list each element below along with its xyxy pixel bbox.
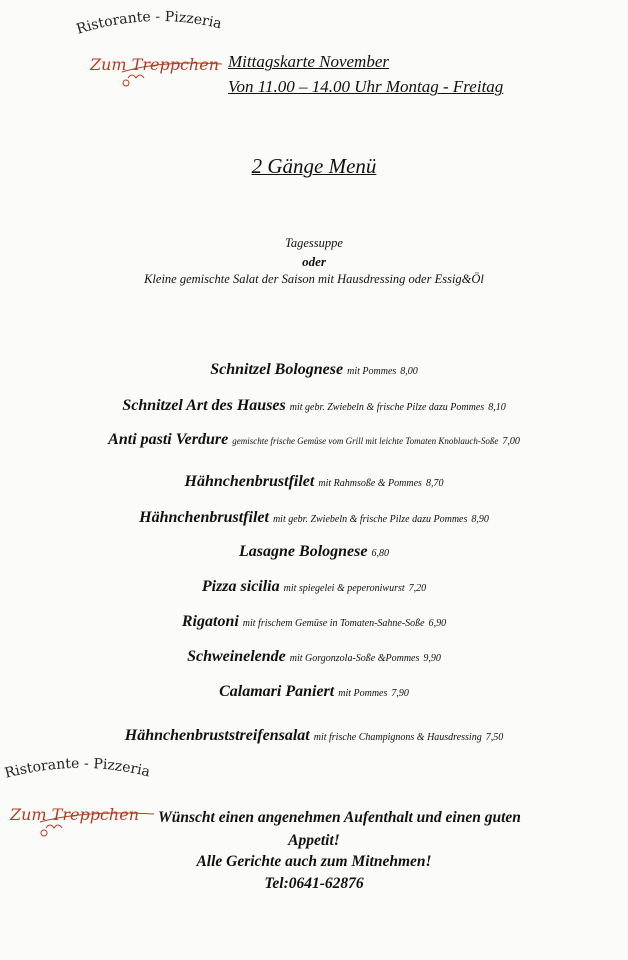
dish-name: Hähnchenbrustfilet (139, 509, 269, 526)
dish-item (0, 397, 628, 415)
dish-item (0, 473, 628, 491)
dish-price: 8,00 (400, 366, 418, 377)
dish-price: 7,20 (408, 583, 427, 594)
dish-name: Hähnchenbrustfilet (184, 473, 315, 490)
dish-price: 6,80 (371, 548, 389, 559)
svg-text:Zum Treppchen: Zum Treppchen (90, 55, 219, 74)
dish-name: Anti pasti Verdure (108, 431, 229, 448)
dish-item (0, 578, 628, 596)
dish-name: Schnitzel Bolognese (210, 361, 344, 378)
svg-text:Ristorante - Pizzeria: Ristorante - Pizzeria (3, 755, 152, 782)
dish-description: mit frische Champignons & Hausdressing (313, 732, 482, 743)
dish-item (0, 613, 628, 631)
dish-name: Hähnchenbruststreifensalat (124, 727, 310, 744)
dish-name: Schweinelende (187, 648, 286, 665)
dish-description: mit spiegelei & peperoniwurst (283, 583, 405, 594)
footer-restaurant-type (2, 752, 172, 797)
dish-price: 7,90 (391, 688, 409, 699)
footer-takeaway: Alle Gerichte auch zum Mitnehmen! (196, 853, 432, 870)
dish-price: 8,90 (471, 514, 489, 525)
dish-description: mit Rahmsoße & Pommes (318, 478, 422, 489)
dish-item (0, 361, 628, 379)
starter-option-1: Tagessuppe (285, 236, 343, 250)
dish-price: 9,90 (423, 653, 441, 664)
dish-item (0, 509, 628, 527)
footer-phone: Tel:0641-62876 (264, 875, 364, 892)
dish-name: Pizza sicilia (201, 578, 280, 595)
dish-description: mit Pommes (338, 688, 388, 699)
menu-heading: 2 Gänge Menü (251, 154, 377, 178)
dish-item (0, 543, 628, 561)
svg-text:Zum Treppchen: Zum Treppchen (10, 805, 139, 824)
dish-item (0, 683, 628, 701)
footer-greeting: Wünscht einen angenehmen Aufenthalt und einen guten (158, 809, 521, 826)
dish-price: 8,70 (425, 478, 444, 489)
dish-price: 7,50 (485, 732, 504, 743)
footer-appetit: Appetit! (288, 832, 340, 849)
menu-title: Mittagskarte November (228, 52, 389, 71)
dish-item (0, 727, 628, 745)
svg-text:Ristorante - Pizzeria: Ristorante - Pizzeria (74, 8, 224, 38)
dish-description: mit gebr. Zwiebeln & frische Pilze dazu Pommes (272, 514, 468, 525)
dish-item (0, 431, 628, 449)
header-restaurant-type (74, 4, 244, 49)
starter-option-2: Kleine gemischte Salat der Saison mit Hausdressing oder Essig&Öl (144, 272, 484, 286)
dish-description: mit gebr. Zwiebeln & frische Pilze dazu Pommes (289, 402, 485, 413)
dish-price: 6,90 (428, 618, 447, 629)
dish-price: 7,00 (502, 436, 520, 447)
dish-item (0, 648, 628, 666)
dish-price: 8,10 (488, 402, 506, 413)
dish-name: Lasagne Bolognese (239, 543, 368, 560)
header-logo (82, 48, 230, 97)
dish-name: Schnitzel Art des Hauses (122, 397, 286, 414)
dish-description: mit Pommes (347, 366, 397, 377)
starter-connector: oder (302, 254, 326, 269)
dish-description: mit frischem Gemüse in Tomaten-Sahne-Soße (242, 618, 425, 629)
dish-name: Rigatoni (181, 613, 239, 630)
dish-description: mit Gorgonzola-Soße &Pommes (289, 653, 420, 664)
dish-description: gemischte frische Gemüse vom Grill mit leichte Tomaten Knoblauch-Soße (232, 436, 499, 446)
dish-name: Calamari Paniert (219, 683, 335, 700)
menu-hours: Von 11.00 – 14.00 Uhr Montag - Freitag (228, 77, 504, 96)
